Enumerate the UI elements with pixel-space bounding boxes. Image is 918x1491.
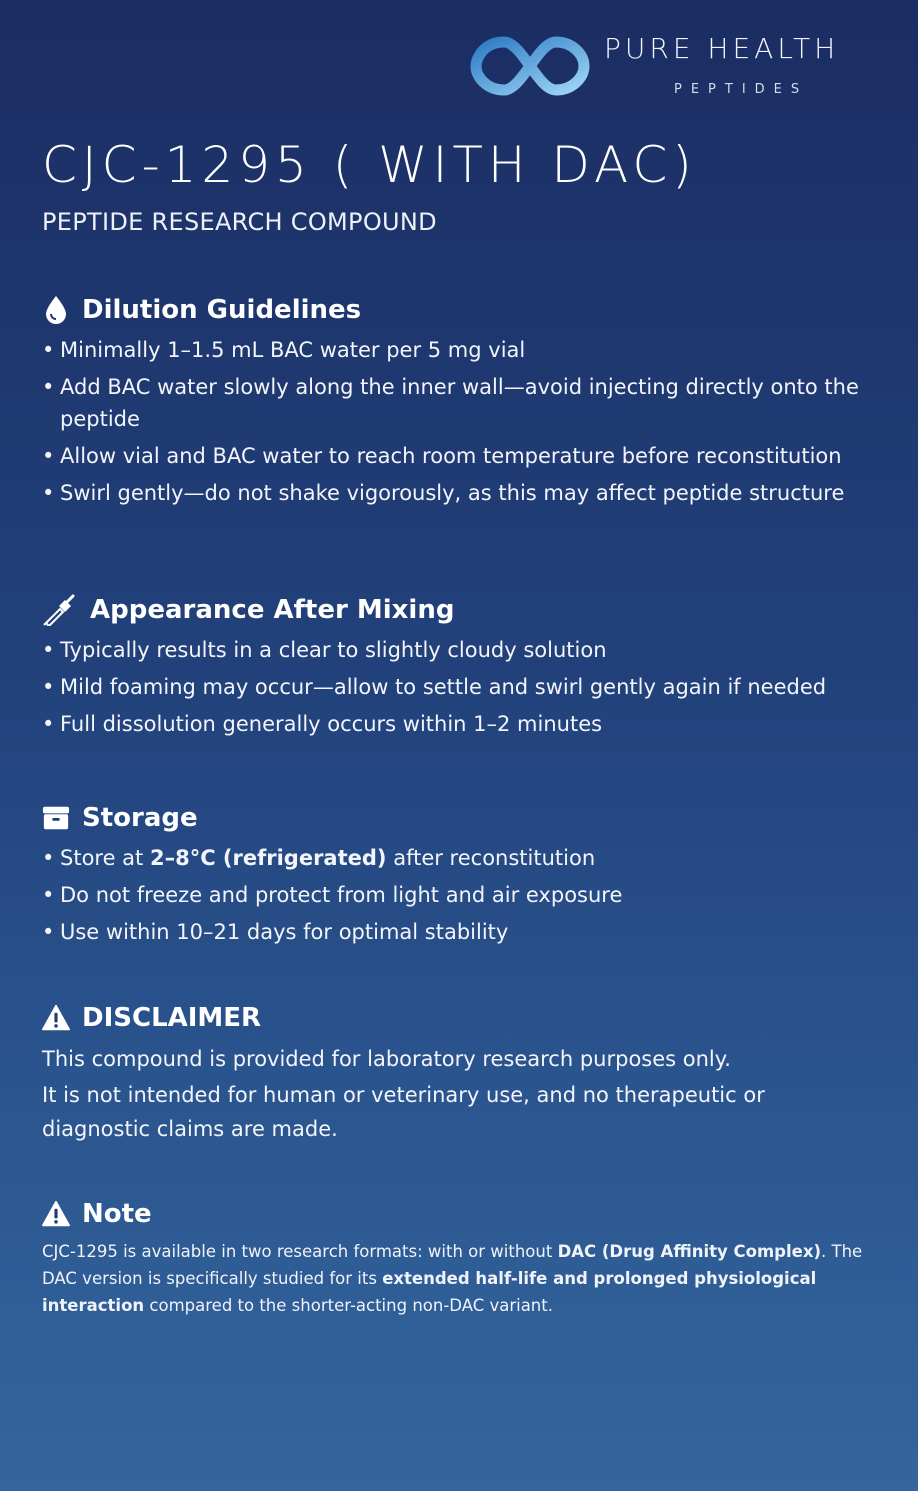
list-item: • Full dissolution generally occurs within 1–2 minutes [42,708,878,740]
storage-list [42,842,878,948]
note-text-part: compared to the shorter-acting non-DAC variant. [144,1296,553,1315]
dilution-section [42,292,878,514]
warning-icon [42,1003,70,1033]
dilution-heading: Dilution Guidelines [82,295,362,325]
storage-temperature: 2–8°C (refrigerated) [149,846,387,870]
list-item: • Add BAC water slowly along the inner wall—avoid injecting directly onto the peptide [42,371,878,435]
brand-logo [470,28,890,108]
brand-subtitle: PEPTIDES [674,82,809,97]
note-text-part: CJC-1295 is available in two research formats: with or without [42,1242,558,1261]
list-item: • Mild foaming may occur—allow to settle and swirl gently again if needed [42,671,878,703]
note-bold-part: extended half-life and prolonged physiological interaction [42,1269,817,1315]
list-item: • Do not freeze and protect from light and air exposure [42,879,878,911]
note-heading: Note [82,1199,152,1229]
warning-icon [42,1199,70,1229]
disclaimer-line-2: It is not intended for human or veterinary use, and no therapeutic or diagnostic claims are made. [42,1083,765,1141]
storage-section [42,800,878,953]
list-item [42,842,878,874]
storage-heading: Storage [82,803,198,833]
product-subtitle: PEPTIDE RESEARCH COMPOUND [42,208,437,236]
appearance-list [42,634,878,740]
list-item: • Swirl gently—do not shake vigorously, as this may affect peptide structure [42,477,878,509]
water-drop-icon [42,295,70,325]
storage-text: after reconstitution [386,846,596,870]
note-bold-part: DAC (Drug Affinity Complex) [557,1242,821,1261]
dilution-list [42,334,878,509]
appearance-section [42,592,878,745]
storage-text: Store at [60,846,150,870]
list-item: • Minimally 1–1.5 mL BAC water per 5 mg vial [42,334,878,366]
disclaimer-section [42,1000,878,1146]
list-item: • Use within 10–21 days for optimal stability [42,916,878,948]
product-title: CJC-1295 ( WITH DAC) [42,136,697,194]
disclaimer-heading: DISCLAIMER [82,1003,262,1033]
note-section [42,1196,878,1319]
list-item: • Typically results in a clear to slightly cloudy solution [42,634,878,666]
dropper-icon [42,595,78,625]
storage-box-icon [42,803,70,833]
list-item: • Allow vial and BAC water to reach room temperature before reconstitution [42,440,878,472]
infinity-logo-icon [470,28,590,104]
note-text-part: . The DAC version is specifically studied for its [42,1242,863,1288]
note-text [42,1238,878,1319]
brand-name: PURE HEALTH [604,32,840,65]
disclaimer-line-1: This compound is provided for laboratory research purposes only. [42,1047,731,1071]
appearance-heading: Appearance After Mixing [90,595,455,625]
